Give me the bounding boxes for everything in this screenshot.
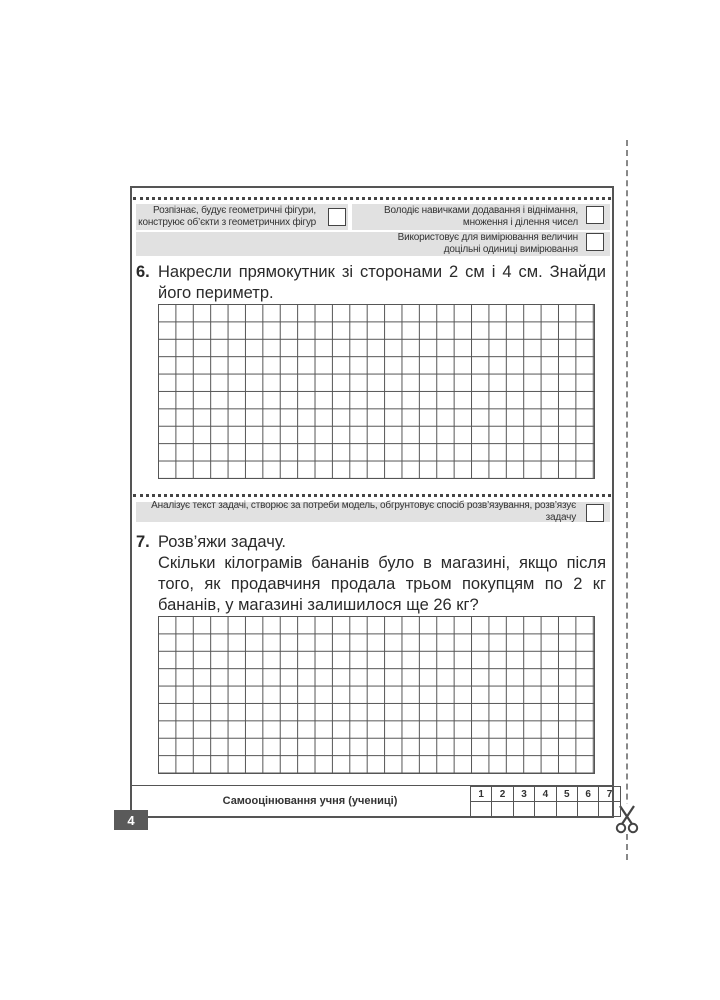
task-7: [136, 532, 606, 616]
criterion-geometry-checkbox[interactable]: [328, 208, 346, 226]
answer-grid-task-7[interactable]: [158, 616, 595, 774]
score-label-2: 2: [492, 787, 513, 802]
criterion-measurement-checkbox[interactable]: [586, 233, 604, 251]
criterion-arithmetic: [352, 204, 610, 230]
page-number: 4: [114, 810, 148, 830]
criterion-problem-solving-text: Аналізує текст задачі, створює за потреби модель, обгрунтовує спосіб розв’язування, розв’язує задачу: [151, 500, 576, 523]
score-label-4: 4: [535, 787, 556, 802]
criterion-measurement-line2: доцільні одиниці вимірювання: [443, 244, 578, 255]
self-assessment-title: Самооцінювання учня (учениці): [222, 795, 398, 807]
criterion-arithmetic-checkbox[interactable]: [586, 206, 604, 224]
score-label-7: 7: [599, 787, 620, 802]
score-cell-6[interactable]: [577, 802, 598, 817]
task-6: [136, 262, 606, 304]
criterion-measurement-line1: Використовує для вимірювання величин: [397, 232, 578, 243]
score-cell-4[interactable]: [535, 802, 556, 817]
task-7-text: Скільки кілограмів бананів було в магазині, якщо після того, як продавчиня продала трьом покупцям по 2 кг бананів, у магазині залишилося ще 26 кг?: [158, 554, 606, 614]
score-cell-3[interactable]: [513, 802, 534, 817]
dotted-separator-mid: [133, 494, 611, 497]
task-6-text: Накресли прямокутник зі сторонами 2 см і 4 см. Знайди його периметр.: [158, 263, 606, 302]
dotted-separator-top: [133, 197, 611, 200]
task-7-heading: Розв’яжи задачу.: [158, 533, 287, 551]
score-label-3: 3: [513, 787, 534, 802]
cut-line: [626, 140, 628, 860]
criterion-problem-solving-checkbox[interactable]: [586, 504, 604, 522]
score-cell-1[interactable]: [471, 802, 492, 817]
criterion-arithmetic-line2: множення і ділення чисел: [462, 217, 578, 228]
task-6-number: 6.: [136, 263, 150, 281]
answer-grid-task-6[interactable]: [158, 304, 595, 479]
criterion-geometry-line1: Розпізнає, будує геометричні фігури,: [153, 205, 316, 216]
criterion-problem-solving: [136, 502, 610, 522]
score-cell-2[interactable]: [492, 802, 513, 817]
score-cell-5[interactable]: [556, 802, 577, 817]
criterion-geometry-line2: конструює об’єкти з геометричних фігур: [138, 217, 316, 228]
criterion-arithmetic-line1: Володіє навичками додавання і віднімання,: [384, 205, 578, 216]
criterion-measurement: [136, 232, 610, 256]
self-assessment-table: [470, 786, 621, 817]
score-label-5: 5: [556, 787, 577, 802]
score-label-6: 6: [577, 787, 598, 802]
score-label-1: 1: [471, 787, 492, 802]
criterion-geometry: [136, 204, 348, 230]
score-cell-7[interactable]: [599, 802, 620, 817]
task-7-number: 7.: [136, 533, 150, 551]
